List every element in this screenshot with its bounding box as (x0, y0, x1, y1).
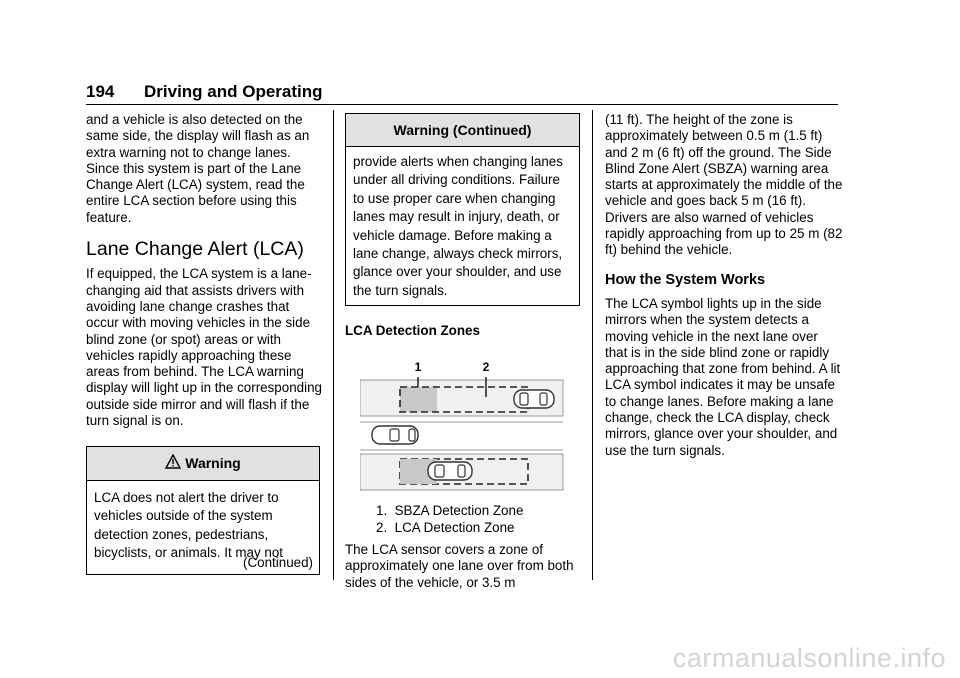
warning-continued-header (346, 114, 579, 147)
warning-body: LCA does not alert the driver to vehicles outside of the system detection zones, pedestrians, bicyclists, or animals. It may not (94, 490, 284, 561)
watermark: carmanualsonline.info (672, 643, 946, 673)
page-header (86, 82, 838, 104)
how-system-works-paragraph: The LCA symbol lights up in the side mirrors when the system detects a moving vehicle in the next lane over that is in the side blind zone or rapidly approaching that zone from behind. A lit LCA symbol indicates it may be unsafe to change lanes. Before making a lane change, check the LCA display, check mirrors, glance over your shoulder, and use the turn signals. (605, 295, 841, 458)
column-1 (86, 112, 322, 429)
car-icon-bottom (428, 462, 472, 480)
warning-header (87, 447, 319, 481)
zone-label-1: 1 (414, 360, 422, 374)
warning-triangle-icon (165, 448, 181, 481)
continued-label: (Continued) (243, 555, 313, 570)
header-rule (86, 104, 838, 105)
column-divider-2 (592, 110, 593, 580)
zone-label-2: 2 (482, 360, 490, 374)
section-title: Driving and Operating (144, 82, 323, 101)
legend-item: 2. LCA Detection Zone (376, 520, 515, 535)
zone-height-paragraph: (11 ft). The height of the zone is approximately between 0.5 m (1.5 ft) and 2 m (6 ft) off the ground. The Side Blind Zone Alert (SBZA) warning area starts at approximately the middle of the vehicle and goes back 5 m (16 ft). Drivers are also warned of vehicles rapidly approaching from up to 25 m (82 ft) behind the vehicle. (605, 112, 843, 258)
lca-detection-zones-diagram (360, 353, 565, 495)
column-3 (605, 112, 843, 459)
warning-box (86, 446, 320, 575)
column-divider-1 (333, 110, 334, 580)
intro-paragraph: and a vehicle is also detected on the same side, the display will flash as an extra warning not to change lanes. Since this system is part of the Lane Change Alert (LCA) system, read the entire LCA section before using this feature. (86, 112, 310, 225)
warning-continued-body: provide alerts when changing lanes under all driving conditions. Failure to use proper care when changing lanes may result in injury, death, or vehicle damage. Before making a lane change, always check mirrors, glance over your shoulder, and use the turn signals. (353, 154, 563, 298)
page-number: 194 (86, 82, 115, 101)
warning-title: Warning (185, 455, 241, 471)
lca-paragraph: If equipped, the LCA system is a lane-changing aid that assists drivers with avoiding lane change crashes that occur with moving vehicles in the side blind zone (or spot) areas or with vehicles rapidly approaching these areas from behind. The LCA warning display will light up in the corresponding outside side mirror and will flash if the turn signal is on. (86, 266, 322, 429)
host-car-icon (372, 426, 418, 444)
how-system-works-heading: How the System Works (605, 271, 766, 288)
column-2-paragraph: The LCA sensor covers a zone of approximately one lane over from both sides of the vehicle, or 3.5 m (345, 542, 574, 590)
warning-continued-box (345, 113, 580, 306)
warning-continued-title: Warning (Continued) (393, 122, 532, 138)
figure-title: LCA Detection Zones (345, 323, 480, 338)
legend-item: 1. SBZA Detection Zone (376, 503, 524, 518)
lca-heading: Lane Change Alert (LCA) (86, 238, 304, 261)
car-icon (514, 390, 554, 408)
figure-legend (376, 502, 523, 536)
